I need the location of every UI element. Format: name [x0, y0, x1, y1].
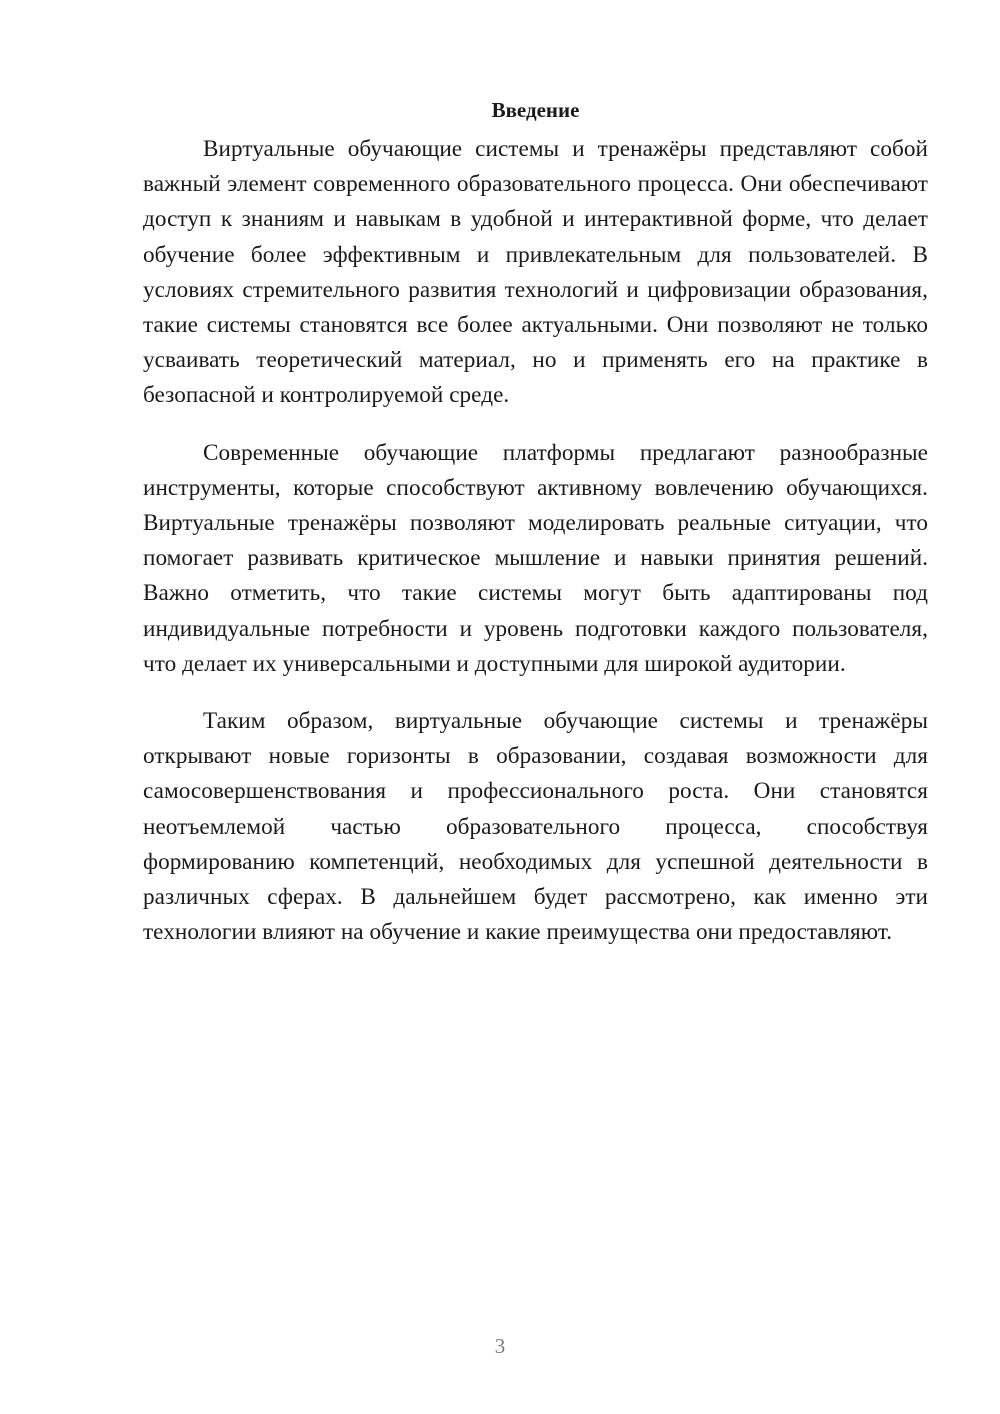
- paragraph-1: Виртуальные обучающие системы и тренажёры представляют собой важный элемент современного образовательного процесса. Они обеспечивают доступ к знаниям и навыкам в удобной и интерактивной форме, что делает обучение более эффективным и привлекательным для пользователей. В условиях стремительного развития технологий и цифровизации образования, такие системы становятся все более актуальными. Они позволяют не только усваивать теоретический материал, но и применять его на практике в безопасной и контролируемой среде.: [143, 136, 928, 409]
- section-heading: Введение: [491, 98, 580, 122]
- page-number: 3: [494, 1334, 506, 1358]
- page-content: [143, 92, 928, 972]
- paragraph-2: Современные обучающие платформы предлагают разнообразные инструменты, которые способствуют активному вовлечению обучающихся. Виртуальные тренажёры позволяют моделировать реальные ситуации, что помогает развивать критическое мышление и навыки принятия решений. Важно отметить, что такие системы могут быть адаптированы под индивидуальные потребности и уровень подготовки каждого пользователя, что делает их универсальными и доступными для широкой аудитории.: [143, 439, 928, 677]
- paragraph-3: Таким образом, виртуальные обучающие системы и тренажёры открывают новые горизонты в образовании, создавая возможности для самосовершенствования и профессионального роста. Они становятся неотъемлемой частью образовательного процесса, способствуя формированию компетенций, необходимых для успешной деятельности в различных сферах. В дальнейшем будет рассмотрено, как именно эти технологии влияют на обучение и какие преимущества они предоставляют.: [143, 708, 928, 946]
